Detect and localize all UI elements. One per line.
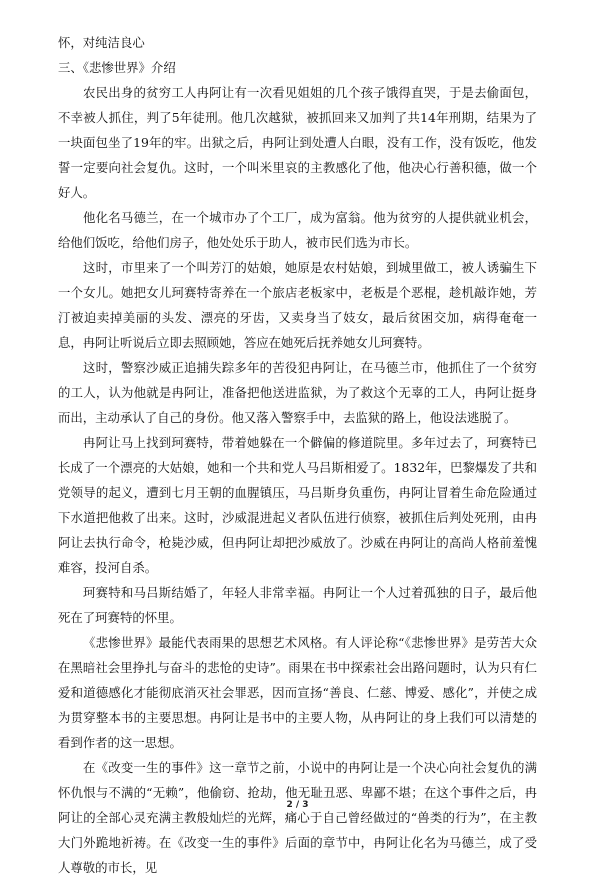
paragraph: 《悲惨世界》最能代表雨果的思想艺术风格。有人评论称“《悲惨世界》是劳苦大众在黑暗社会里挣扎与奋斗的悲怆的史诗”。雨果在书中探索社会出路问题时，认为只有仁爱和道德感化才能彻底消灭社会罪恶，因而宣扬“善良、仁慈、博爱、感化”，并使之成为贯穿整本书的主要思想。冉阿让是书中的主要人物，从冉阿让的身上我们可以清楚的看到作者的这一思想。 <box>58 635 537 750</box>
paragraph: 农民出身的贫穷工人冉阿让有一次看见姐姐的几个孩子饿得直哭，于是去偷面包，不幸被人抓住，判了5年徒刑。他几次越狱，被抓回来又加判了共14年刑期，结果为了一块面包坐了19年的牢。出狱之后，冉阿让到处遭人白眼，没有工作，没有饭吃，他发誓一定要向社会复仇。这时，一个叫米里哀的主教感化了他，他决心行善积德，做一个好人。 <box>58 85 537 200</box>
page-number: 2 / 3 <box>286 800 309 810</box>
paragraph: 这时，市里来了一个叫芳汀的姑娘，她原是农村姑娘，到城里做工，被人诱骗生下一个女儿。她把女儿珂赛特寄养在一个旅店老板家中，老板是个恶棍，趁机敲诈她，芳汀被迫卖掉美丽的头发、漂亮的牙齿，又卖身当了妓女，最后贫困交加，病得奄奄一息，冉阿让听说后立即去照顾她，答应在她死后抚养她女儿珂赛特。 <box>58 260 537 350</box>
paragraph: 冉阿让马上找到珂赛特，带着她躲在一个僻偏的修道院里。多年过去了，珂赛特已长成了一个漂亮的大姑娘，她和一个共和党人马吕斯相爱了。1832年，巴黎爆发了共和党领导的起义，遭到七月王朝的血腥镇压，马吕斯身负重伤，冉阿让冒着生命危险通过下水道把他救了出来。这时，沙威混进起义者队伍进行侦察，被抓住后判处死刑，由冉阿让去执行命令，枪毙沙威，但冉阿让却把沙威放了。沙威在冉阿让的高尚人格前羞愧难容，投河自杀。 <box>58 435 537 575</box>
section-heading: 三、《悲惨世界》介绍 <box>58 60 176 75</box>
paragraph: 珂赛特和马吕斯结婚了，年轻人非常幸福。冉阿让一个人过着孤独的日子，最后他死在了珂赛特的怀里。 <box>58 585 537 625</box>
paragraph: 在《改变一生的事件》这一章节之前，小说中的冉阿让是一个决心向社会复仇的满怀仇恨与不满的“无赖”，他偷窃、抢劫，他无耻丑恶、卑鄙不堪；在这个事件之后，冉阿让的全部心灵充满主教般灿烂的光辉，痛心于自己曾经做过的“兽类的行为”，在主教大门外跪地祈祷。在《改变一生的事件》后面的章节中，冉阿让化名为马德兰，成了受人尊敬的市长，见 <box>58 760 537 875</box>
continuation-line: 怀，对纯洁良心 <box>58 35 145 50</box>
document-body <box>58 30 537 880</box>
paragraph: 这时，警察沙威正追捕失踪多年的苦役犯冉阿让，在马德兰市，他抓住了一个贫穷的工人，认为他就是冉阿让，准备把他送进监狱，为了救这个无辜的工人，冉阿让挺身而出，主动承认了自己的身份。他又落入警察手中，去监狱的路上，他设法逃脱了。 <box>58 360 537 425</box>
paragraph: 他化名马德兰，在一个城市办了个工厂，成为富翁。他为贫穷的人提供就业机会，给他们饭吃，给他们房子，他处处乐于助人，被市民们选为市长。 <box>58 210 537 250</box>
